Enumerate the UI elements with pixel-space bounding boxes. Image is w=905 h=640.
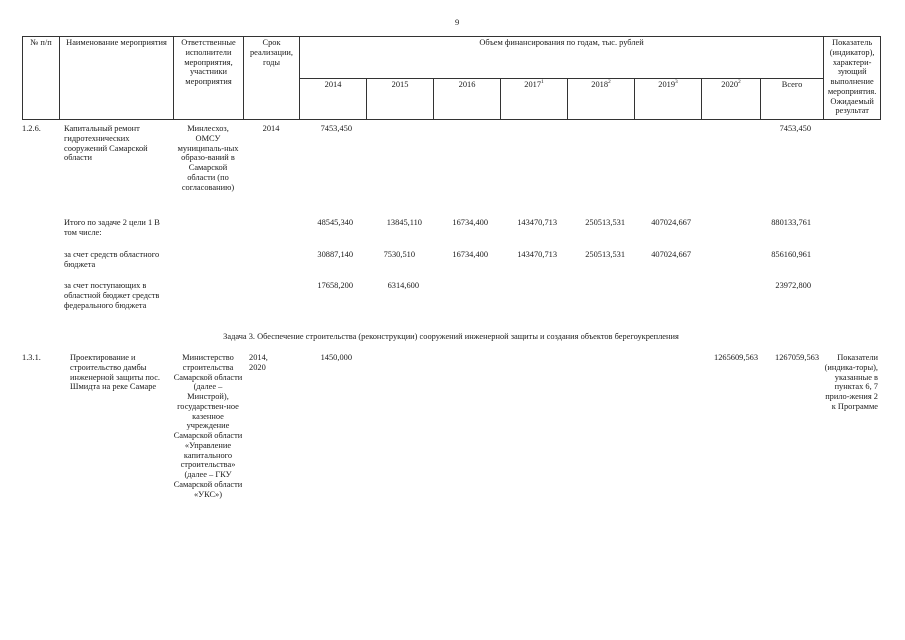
total-task2-2015: 13845,110 [386, 218, 422, 227]
row-126-name: Капитальный ремонт гидротехнических сооружений Самарской области [64, 124, 148, 163]
header-year-2019: 2019$^3$ [635, 78, 702, 120]
task3-title: Задача 3. Обеспечение строительства (реконструкции) сооружений инженерной защиты и создания объектов берегоукрепления [223, 332, 679, 341]
total-task2-label: Итого по задаче 2 цели 1 В том числе: [64, 218, 160, 237]
header-name: Наименование мероприятия [60, 37, 174, 120]
regional-label: за счет средств областного бюджета [64, 250, 160, 269]
row-126-2014: 7453,450 [320, 124, 352, 133]
row-131-indicator: Показатели (индика-торы), указанные в пунктах 6, 7 прило-жения 2 к Программе [824, 353, 878, 411]
header-year-2017: 2017$^1$ [501, 78, 568, 120]
header-year-2020: 2020$^2$ [702, 78, 761, 120]
total-task2-2018: 250513,531 [585, 218, 625, 227]
header-year-2014: 2014 [300, 78, 367, 120]
federal-2015: 6314,600 [387, 281, 419, 290]
regional-2018: 250513,531 [585, 250, 625, 259]
header-year-2016: 2016 [434, 78, 501, 120]
row-131-2014: 1450,000 [320, 353, 352, 362]
federal-2014: 17658,200 [317, 281, 353, 290]
regional-2016: 16734,400 [452, 250, 488, 259]
regional-2017: 143470,713 [517, 250, 557, 259]
row-131-name: Проектирование и строительство дамбы инженерной защиты пос. Шмидта на реке Самаре [70, 353, 161, 392]
total-task2-total: 880133,761 [771, 218, 811, 227]
row-131-2020: 1265609,563 [714, 353, 758, 362]
total-task2-2016: 16734,400 [452, 218, 488, 227]
regional-2015: 7530,510 [383, 250, 415, 259]
header-total: Всего [761, 78, 824, 120]
row-131-no: 1.3.1. [22, 353, 41, 362]
row-126-no: 1.2.6. [22, 124, 41, 133]
total-task2-2017: 143470,713 [517, 218, 557, 227]
total-task2-2019: 407024,667 [651, 218, 691, 227]
header-year-2015: 2015 [367, 78, 434, 120]
page-number: 9 [455, 17, 460, 27]
row-131-term: 2014, 2020 [249, 353, 268, 372]
regional-total: 856160,961 [771, 250, 811, 259]
header-no: № п/п [23, 37, 60, 120]
header-indicator: Показатель (индикатор), характери-зующий выполнение мероприятия. Ожидаемый результат [824, 37, 881, 120]
federal-label: за счет поступающих в областной бюджет средств федерального бюджета [64, 281, 160, 310]
header-year-2018: 2018$^2$ [568, 78, 635, 120]
row-126-executors: Минлесхоз, ОМСУ муниципаль-ных образо-ваний в Самарской области (по согласованию) [177, 124, 239, 192]
federal-total: 23972,800 [775, 281, 811, 290]
header-term: Срок реализации, годы [244, 37, 300, 120]
regional-2014: 30887,140 [317, 250, 353, 259]
header-financing: Объем финансирования по годам, тыс. рублей [300, 37, 824, 79]
regional-2019: 407024,667 [651, 250, 691, 259]
row-131-total: 1267059,563 [775, 353, 819, 362]
row-126-term: 2014 [262, 124, 280, 133]
row-126-total: 7453,450 [779, 124, 811, 133]
header-executors: Ответственные исполнители мероприятия, участники мероприятия [174, 37, 244, 120]
row-131-executors: Министерство строительства Самарской области (далее – Минстрой), государствен-ное казенное учреждение Самарской области «Управление капитального строительства» (далее – ГКУ Самарской области «УКС») [173, 353, 243, 499]
total-task2-2014: 48545,340 [317, 218, 353, 227]
table-header [22, 36, 881, 120]
